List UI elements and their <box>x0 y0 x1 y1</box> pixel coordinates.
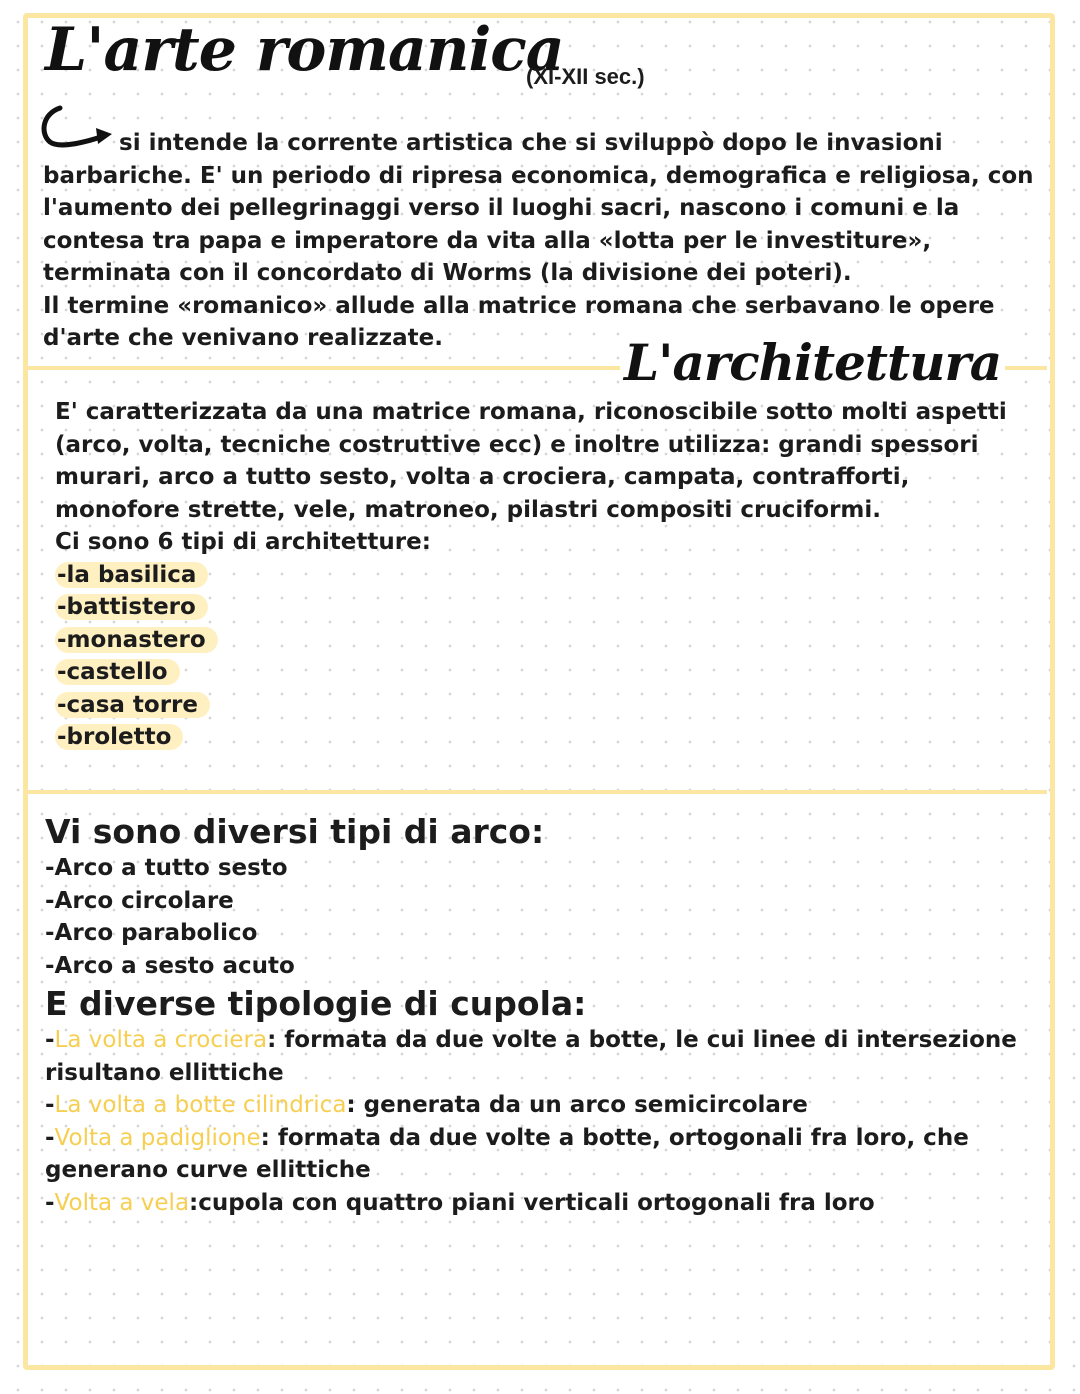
dome-prefix: - <box>45 1092 55 1118</box>
dome-prefix: - <box>45 1027 55 1053</box>
dome-description: :cupola con quattro piani verticali ortogonali fra loro <box>189 1189 875 1216</box>
list-item <box>55 559 1015 592</box>
intro-paragraph-term: Il termine «romanico» allude alla matrice romana che serbavano le opere d'arte che venivano realizzate. <box>43 292 995 351</box>
highlighted-type: -monastero <box>55 627 218 653</box>
dome-description: : generata da un arco semicircolare <box>346 1092 808 1118</box>
list-item <box>45 1122 1035 1187</box>
list-item: -Arco circolare <box>45 887 234 914</box>
dome-term: Volta a vela <box>54 1189 190 1216</box>
highlighted-type: -casa torre <box>55 692 210 718</box>
dome-prefix: - <box>45 1189 55 1216</box>
highlighted-type: -castello <box>55 659 180 685</box>
architecture-description: E' caratterizzata da una matrice romana, riconoscibile sotto molti aspetti (arco, volta, tecniche costruttive ecc) e inoltre utilizza: grandi spessori murari, arco a tutto sesto, volta a crociera, campata, contrafforti, monofore strette, vele, matroneo, pilastri compositi cruciformi. <box>55 399 1007 523</box>
list-item <box>55 591 1015 624</box>
list-item: -Arco a tutto sesto <box>45 855 288 881</box>
architecture-types-intro: Ci sono 6 tipi di architetture: <box>55 529 431 555</box>
list-item <box>45 1187 1035 1220</box>
architecture-title: L'architettura <box>620 332 1005 394</box>
list-item <box>55 624 1015 657</box>
list-item: -Arco a sesto acuto <box>45 952 295 979</box>
century-label: (XI-XII sec.) <box>526 64 645 89</box>
list-item: -Arco parabolico <box>45 920 258 946</box>
list-item <box>45 1024 1035 1089</box>
list-item <box>45 1089 1035 1122</box>
highlighted-type: -broletto <box>55 724 183 750</box>
arches-list <box>45 852 1035 982</box>
list-item <box>55 689 1015 722</box>
list-item <box>55 721 1015 754</box>
dome-term: La volta a crociera <box>54 1027 268 1053</box>
dome-term: Volta a padiglione <box>54 1124 261 1151</box>
list-item <box>55 656 1015 689</box>
domes-list <box>45 1024 1035 1219</box>
highlighted-type: -la basilica <box>55 562 208 588</box>
architecture-section <box>55 396 1015 754</box>
section-divider-2 <box>27 790 1047 794</box>
page-title: L'arte romanica <box>45 15 564 85</box>
dome-term: La volta a botte cilindrica <box>54 1092 347 1118</box>
arches-heading: Vi sono diversi tipi di arco: <box>45 812 545 851</box>
architecture-types-list <box>55 559 1015 754</box>
dome-prefix: - <box>45 1124 55 1151</box>
domes-heading: E diverse tipologie di cupola: <box>45 984 587 1023</box>
dome-description: : formata da due volte a botte, le cui linee di intersezione risultano ellittiche <box>45 1027 1017 1086</box>
highlighted-type: -battistero <box>55 594 208 620</box>
intro-section <box>43 127 1043 355</box>
arches-domes-section <box>45 812 1035 1219</box>
dome-description: : formata da due volte a botte, ortogonali fra loro, che generano curve ellittiche <box>45 1124 969 1183</box>
intro-paragraph: si intende la corrente artistica che si sviluppò dopo le invasioni barbariche. E' un periodo di ripresa economica, demografica e religiosa, con l'aumento dei pellegrinaggi verso il luoghi sacri, nascono i comuni e la contesa tra papa e imperatore da vita alla «lotta per le investiture», terminata con il concordato di Worms (la divisione dei poteri). <box>43 130 1034 286</box>
